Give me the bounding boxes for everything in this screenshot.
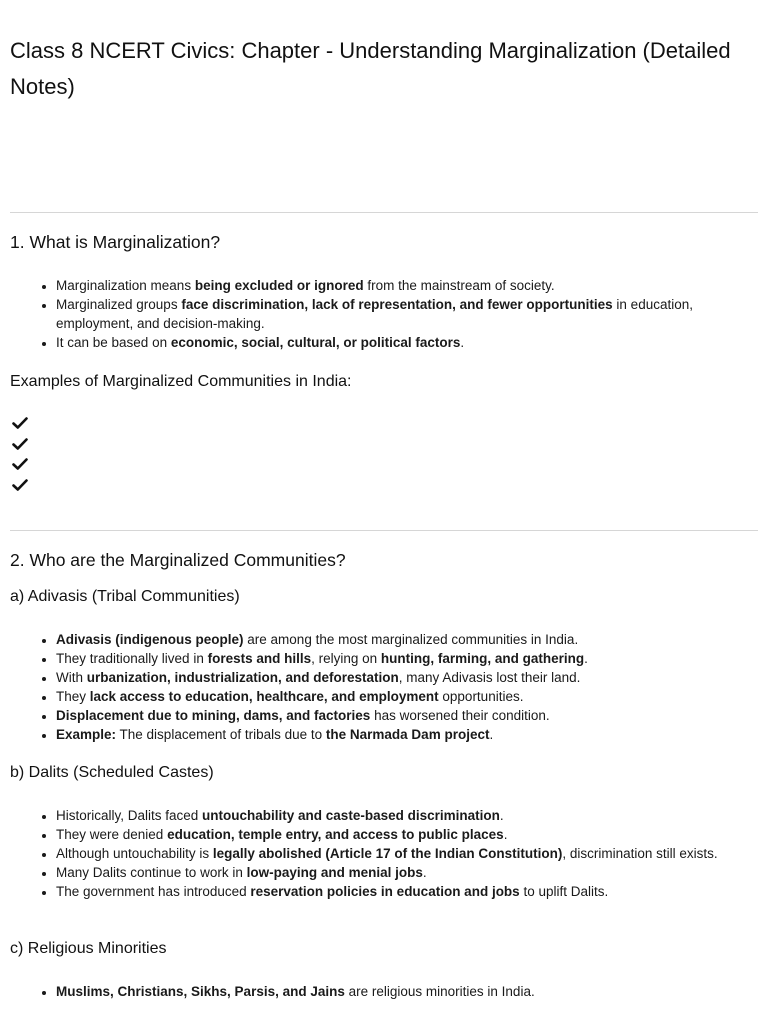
check-icon [12, 416, 30, 437]
list-item: • Although untouchability is legally abolished (Article 17 of the Indian Constitution), discrimination still exists. [56, 844, 750, 863]
list-item: • The government has introduced reservation policies in education and jobs to uplift Dalits. [56, 882, 750, 901]
list-item: • Historically, Dalits faced untouchability and caste-based discrimination. [56, 806, 750, 825]
list-item: • Many Dalits continue to work in low-paying and menial jobs. [56, 863, 750, 882]
list-item: • They lack access to education, healthcare, and employment opportunities. [56, 687, 750, 706]
section-heading-who-are-marginalized: 2. Who are the Marginalized Communities? [10, 550, 346, 570]
section-divider [10, 212, 758, 213]
dalits-list [10, 806, 750, 901]
subheading-adivasis: a) Adivasis (Tribal Communities) [10, 588, 240, 605]
subheading-dalits: b) Dalits (Scheduled Castes) [10, 764, 214, 781]
examples-heading: Examples of Marginalized Communities in India: [10, 373, 352, 390]
subheading-religious-minorities: c) Religious Minorities [10, 940, 167, 957]
list-item: • It can be based on economic, social, cultural, or political factors. [56, 333, 750, 352]
section-heading-what-is-marginalization: 1. What is Marginalization? [10, 232, 221, 252]
list-item: • Example: The displacement of tribals due to the Narmada Dam project. [56, 725, 750, 744]
list-item: • They traditionally lived in forests and hills, relying on hunting, farming, and gathering. [56, 649, 750, 668]
list-item: • With urbanization, industrialization, and deforestation, many Adivasis lost their land. [56, 668, 750, 687]
list-item: • Marginalized groups face discrimination, lack of representation, and fewer opportunities in education, employment, and decision-making. [56, 295, 750, 333]
page-title: Class 8 NCERT Civics: Chapter - Understanding Marginalization (Detailed Notes) [10, 38, 731, 99]
check-icon [12, 457, 30, 478]
examples-checklist [12, 416, 30, 498]
list-item: • Marginalization means being excluded or ignored from the mainstream of society. [56, 276, 750, 295]
minorities-list [10, 982, 750, 1001]
list-item: • They were denied education, temple entry, and access to public places. [56, 825, 750, 844]
list-item: • Adivasis (indigenous people) are among the most marginalized communities in India. [56, 630, 750, 649]
check-icon [12, 437, 30, 458]
adivasis-list [10, 630, 750, 744]
list-item: • Displacement due to mining, dams, and factories has worsened their condition. [56, 706, 750, 725]
definition-list [10, 276, 750, 352]
list-item: • Muslims, Christians, Sikhs, Parsis, and Jains are religious minorities in India. [56, 982, 750, 1001]
check-icon [12, 478, 30, 499]
section-divider [10, 530, 758, 531]
